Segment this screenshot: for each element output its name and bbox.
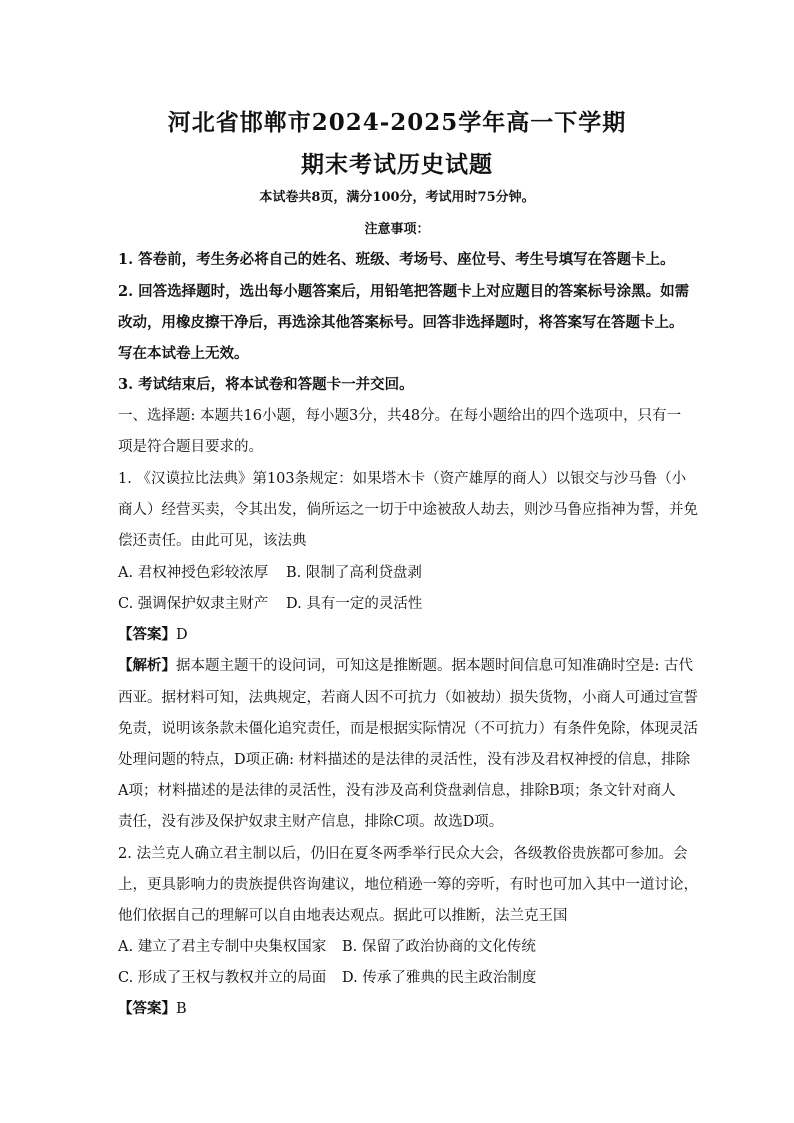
section-heading-cont: 项是符合题目要求的。: [118, 439, 263, 455]
notice-item: 2. 回答选择题时，选出每小题答案后，用铅笔把答题卡上对应题目的答案标号涂黑。如需: [118, 283, 690, 300]
question-1-analysis: 免责，说明该条款未僵化追究责任，而是根据实际情况（不可抗力）有条件免除，体现灵活: [118, 721, 698, 737]
notice-heading: 注意事项：: [364, 222, 430, 237]
question-1-analysis: A项；材料描述的是法律的灵活性，没有涉及高利贷盘剥信息，排除B项；条文针对商人: [118, 783, 676, 799]
notice-item: 1. 答卷前，考生务必将自己的姓名、班级、考场号、座位号、考生号填写在答题卡上。: [118, 251, 675, 268]
question-2-stem: 2. 法兰克人确立君主制以后，仍旧在夏冬两季举行民众大会，各级教俗贵族都可参加。会: [118, 846, 688, 862]
answer-label: 【答案】: [118, 626, 176, 643]
answer-label: 【答案】: [118, 1000, 176, 1017]
question-2-option-c: C. 形成了王权与教权并立的局面: [118, 970, 327, 986]
question-2-option-d: D. 传承了雅典的民主政治制度: [342, 970, 537, 986]
question-1-answer: [118, 623, 678, 644]
notice-item: 3. 考试结束后，将本试卷和答题卡一并交回。: [118, 376, 414, 393]
question-2-options-row: [118, 966, 678, 987]
analysis-text: 据本题主题干的设问词，可知这是推断题。据本题时间信息可知准确时空是: 古代: [176, 658, 693, 674]
page-subtitle: 期末考试历史试题: [301, 151, 493, 178]
question-2-stem: 他们依据自己的理解可以自由地表达观点。据此可以推断，法兰克王国: [118, 908, 568, 924]
exam-info: 本试卷共8页，满分100分，考试用时75分钟。: [259, 190, 535, 205]
question-1-analysis: 西亚。据材料可知，法典规定，若商人因不可抗力（如被劫）损失货物，小商人可通过宣誓: [118, 690, 698, 706]
question-2-answer: [118, 997, 678, 1018]
question-1-options-row: [118, 561, 678, 582]
question-2-option-a: A. 建立了君主专制中央集权国家: [118, 939, 327, 955]
question-1-stem: 1. 《汉谟拉比法典》第103条规定：如果塔木卡（资产雄厚的商人）以银交与沙马鲁（小: [118, 471, 687, 487]
question-1-analysis: 处理问题的特点，D项正确: 材料描述的是法律的灵活性，没有涉及君权神授的信息，排除: [118, 752, 691, 768]
question-2-options-row: [118, 935, 678, 956]
notice-item: 写在本试卷上无效。: [118, 345, 249, 362]
question-1-analysis: 责任，没有涉及保护奴隶主财产信息，排除C项。故选D项。: [118, 814, 504, 830]
question-1-stem: 商人）经营买卖，令其出发，倘所运之一切于中途被敌人劫去，则沙马鲁应指神为誓，并免: [118, 502, 698, 518]
question-2-stem: 上，更具影响力的贵族提供咨询建议，地位稍逊一筹的旁听，有时也可加入其中一道讨论，: [118, 877, 698, 893]
section-heading: 一、选择题: 本题共16小题，每小题3分，共48分。在每小题给出的四个选项中，只有一: [118, 408, 682, 424]
question-1-stem: 偿还责任。由此可见，该法典: [118, 533, 307, 549]
question-1-option-a: A. 君权神授色彩较浓厚: [118, 565, 269, 581]
answer-value: B: [176, 1001, 187, 1017]
question-2-option-b: B. 保留了政治协商的文化传统: [342, 939, 536, 955]
question-1-options-row: [118, 592, 678, 613]
answer-value: D: [176, 627, 188, 643]
question-1-analysis: [118, 654, 693, 675]
question-1-option-d: D. 具有一定的灵活性: [286, 596, 423, 612]
notice-item: 改动，用橡皮擦干净后，再选涂其他答案标号。回答非选择题时，将答案写在答题卡上。: [118, 314, 684, 331]
analysis-label: 【解析】: [118, 657, 176, 674]
question-1-option-c: C. 强调保护奴隶主财产: [118, 596, 269, 612]
page-title: 河北省邯郸市2024-2025学年高一下学期: [167, 109, 627, 136]
question-1-option-b: B. 限制了高利贷盘剥: [286, 565, 422, 581]
